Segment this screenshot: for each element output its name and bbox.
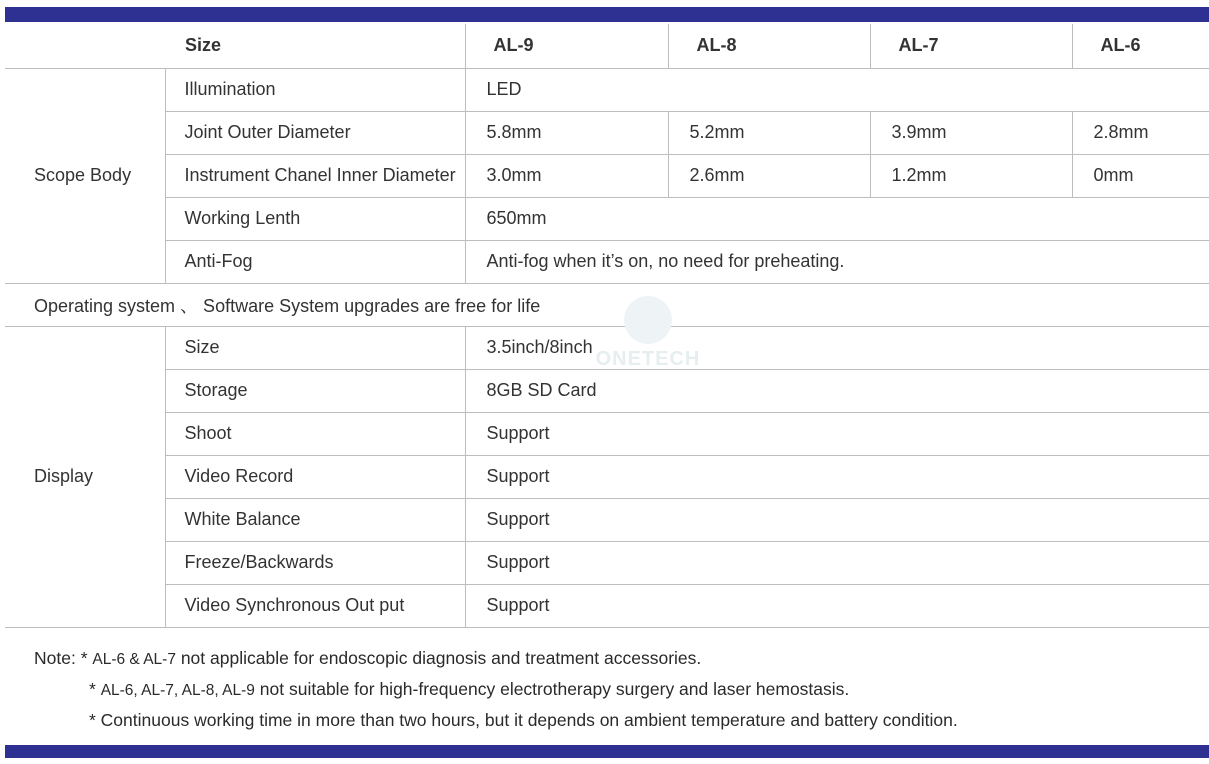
spec-value: 3.5inch/8inch [465, 326, 1209, 369]
table-row [5, 111, 1209, 154]
note-models: AL-6, AL-7, AL-8, AL-9 [100, 682, 255, 699]
spec-label: Storage [165, 369, 465, 412]
spec-value: LED [465, 68, 1209, 111]
note-text: not suitable for high-frequency electrotherapy surgery and laser hemostasis. [254, 679, 850, 699]
model-header-al6: AL-6 [1072, 24, 1209, 68]
os-note: Operating system 、 Software System upgrades are free for life [5, 283, 1209, 326]
spec-value: Support [465, 498, 1209, 541]
spec-label: Video Record [165, 455, 465, 498]
spec-label: Illumination [165, 68, 465, 111]
note-prefix: * [89, 679, 101, 699]
spec-value-al7: 3.9mm [870, 111, 1072, 154]
spec-label: Working Lenth [165, 197, 465, 240]
section-label-display: Display [5, 326, 165, 627]
note-prefix: Note: * [34, 648, 93, 668]
table-row [5, 498, 1209, 541]
spec-label: Joint Outer Diameter [165, 111, 465, 154]
spec-label: Shoot [165, 412, 465, 455]
spec-label: Instrument Chanel Inner Diameter [165, 154, 465, 197]
note-text: not applicable for endoscopic diagnosis and treatment accessories. [175, 648, 702, 668]
spec-label: Size [165, 326, 465, 369]
table-row [5, 68, 1209, 111]
spec-value: Support [465, 455, 1209, 498]
spec-value-al9: 3.0mm [465, 154, 668, 197]
spec-value-al6: 0mm [1072, 154, 1209, 197]
table-row [5, 584, 1209, 627]
spec-value: Support [465, 412, 1209, 455]
spec-value-al7: 1.2mm [870, 154, 1072, 197]
table-row [5, 240, 1209, 283]
spec-label: Freeze/Backwards [165, 541, 465, 584]
watermark-text: ONETECH [595, 348, 701, 370]
table-row [5, 154, 1209, 197]
spec-value-al6: 2.8mm [1072, 111, 1209, 154]
spec-label: Anti-Fog [165, 240, 465, 283]
note-models: AL-6 & AL-7 [92, 651, 176, 668]
spec-value-al8: 2.6mm [668, 154, 870, 197]
table-row [5, 197, 1209, 240]
spec-value: Anti-fog when it’s on, no need for preheating. [465, 240, 1209, 283]
table-row [5, 369, 1209, 412]
table-row [5, 541, 1209, 584]
spec-label: Video Synchronous Out put [165, 584, 465, 627]
note-2 [89, 679, 849, 700]
model-header-al8: AL-8 [668, 24, 870, 68]
spec-value-al8: 5.2mm [668, 111, 870, 154]
spec-value: 650mm [465, 197, 1209, 240]
spec-value: Support [465, 541, 1209, 584]
spec-value: Support [465, 584, 1209, 627]
spec-label: White Balance [165, 498, 465, 541]
note-1 [34, 648, 701, 669]
size-header: Size [5, 24, 465, 68]
top-accent-bar [5, 7, 1209, 22]
watermark-logo-icon [624, 296, 672, 344]
spec-value-al9: 5.8mm [465, 111, 668, 154]
watermark [583, 296, 713, 371]
table-row [5, 455, 1209, 498]
bottom-accent-bar [5, 745, 1209, 758]
header-row [5, 24, 1209, 68]
note-3: * Continuous working time in more than two hours, but it depends on ambient temperature and battery condition. [89, 710, 958, 730]
section-label-scope-body: Scope Body [5, 68, 165, 283]
spec-value: 8GB SD Card [465, 369, 1209, 412]
model-header-al9: AL-9 [465, 24, 668, 68]
table-row [5, 412, 1209, 455]
model-header-al7: AL-7 [870, 24, 1072, 68]
